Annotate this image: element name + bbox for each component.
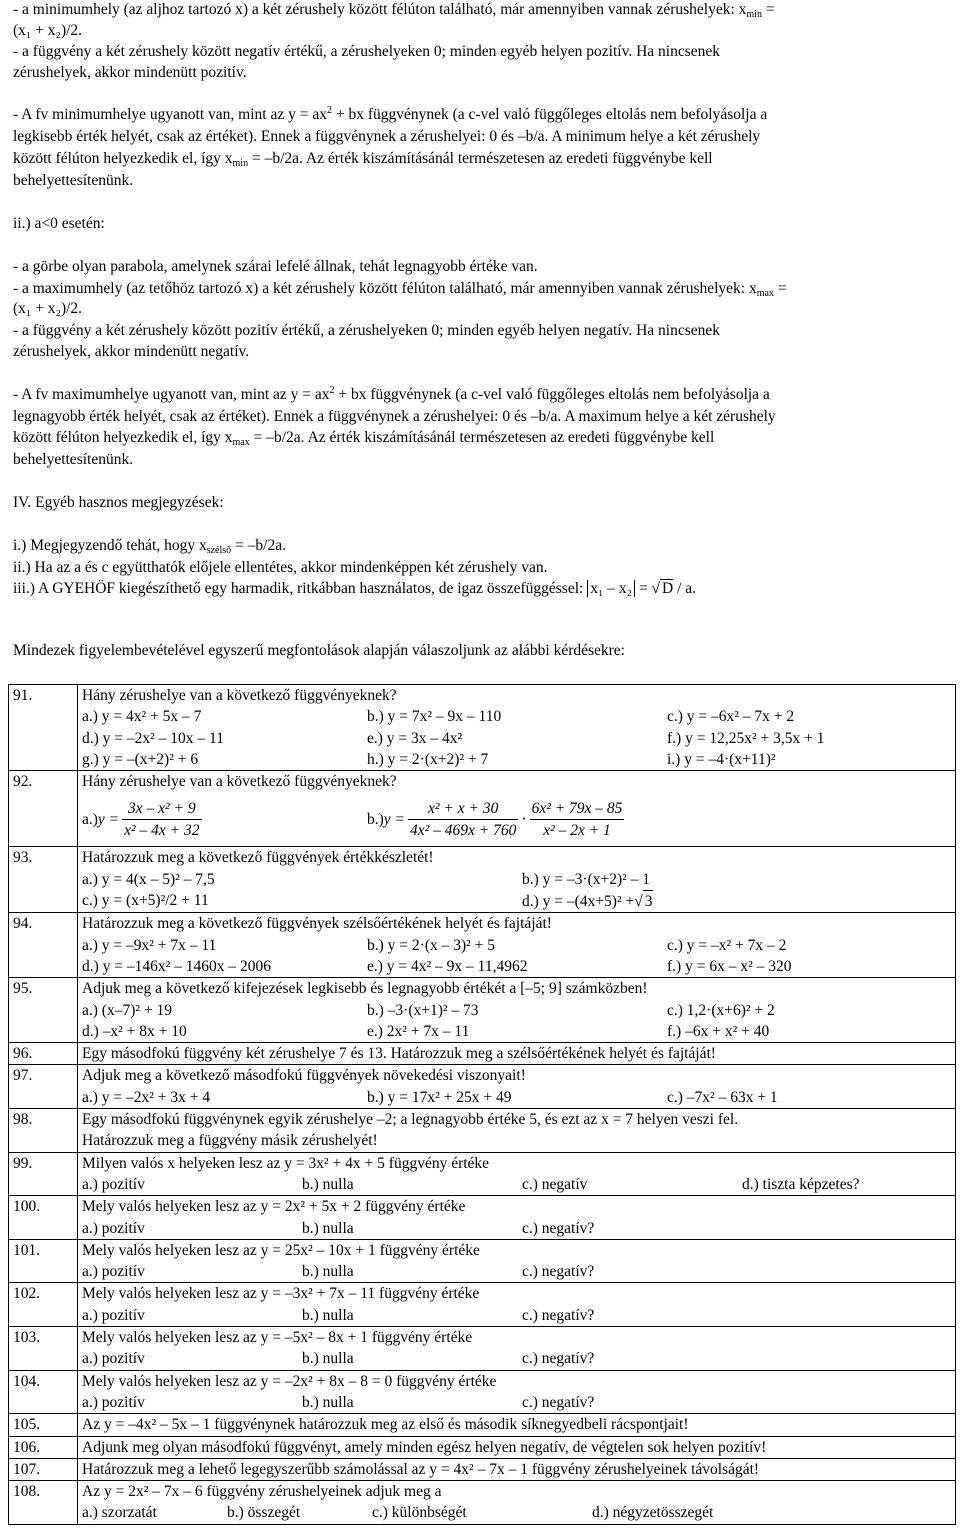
subitem: c.) –7x² – 63x + 1 <box>667 1088 778 1106</box>
intro-text: Mindezek figyelembevételével egyszerű megfontolások alapján válaszoljunk az alábbi kérdésekre: <box>13 642 625 659</box>
subitem-label: a.) <box>82 810 98 828</box>
case-heading: ii.) a<0 esetén: <box>13 215 105 232</box>
exercise-number: 98. <box>9 1109 78 1153</box>
text-line: (x₁ + x₂)/2. <box>13 22 83 39</box>
text-line: legnagyobb érték helyét, csak az értéket). Ennek a függvénynek a zérushelyei: 0 és –b/a. A maximum helye a két zérushely <box>13 408 776 425</box>
subitem: d.) y = –146x² – 1460x – 2006 <box>82 957 272 975</box>
subitem: b.) nulla <box>302 1306 354 1324</box>
exercise-text: Hány zérushelye van a következő függvényeknek? <box>82 687 397 704</box>
exercise-body <box>78 1239 956 1283</box>
exercise-text: Adjunk meg olyan másodfokú függvényt, amely minden egész helyen negatív, de végtelen sok helyen pozitív! <box>78 1436 956 1458</box>
exercise-number: 99. <box>9 1152 78 1196</box>
table-row <box>9 1239 956 1283</box>
text-line: behelyettesítenünk. <box>13 172 134 189</box>
subitem: c.) y = (x+5)²/2 + 11 <box>82 892 209 910</box>
exercise-number: 102. <box>9 1283 78 1327</box>
exercise-number: 97. <box>9 1065 78 1109</box>
exercise-text: Határozzuk meg a függvény másik zérushelyét! <box>82 1132 378 1150</box>
subitem: c.) y = –6x² – 7x + 2 <box>667 708 795 726</box>
subitem: b.) nulla <box>302 1219 354 1237</box>
subitem: a.) szorzatát <box>82 1504 157 1522</box>
subitem: a.) pozitív <box>82 1393 145 1411</box>
exercise-text: Mely valós helyeken lesz az y = –3x² + 7x – 11 függvény értéke <box>82 1285 480 1303</box>
table-row <box>9 771 956 847</box>
exercise-text: Határozzuk meg a következő függvények értékkészletét! <box>82 849 434 867</box>
exercise-body <box>78 1152 956 1196</box>
subitem: d.) tiszta képzetes? <box>742 1175 860 1193</box>
exercise-text: Egy másodfokú függvénynek egyik zérushelye –2; a legnagyobb értéke 5, és ezt az x = 7 helyen veszi fel. <box>82 1111 739 1129</box>
subitem: d.) négyzetösszegét <box>592 1504 714 1522</box>
subitem: d.) –x² + 8x + 10 <box>82 1022 187 1040</box>
exercise-text: Adjuk meg a következő kifejezések legkisebb és legnagyobb értékét a [–5; 9] számközben! <box>82 980 648 998</box>
exercise-body <box>78 1283 956 1327</box>
table-row <box>9 1065 956 1109</box>
exercise-body <box>78 1196 956 1240</box>
exercise-number: 91. <box>9 685 78 771</box>
subitem: d.) y = –2x² – 10x – 11 <box>82 729 224 747</box>
fraction: $\frac{\text{3x – x² + 9}}{\text{x² – 4x + 32}}$ <box>124 799 200 839</box>
exercise-text: Az y = –4x² – 5x – 1 függvénynek határozzuk meg az első és második síknegyedbeli rácspontjait! <box>78 1414 956 1436</box>
table-row <box>9 1283 956 1327</box>
exercise-number: 93. <box>9 847 78 913</box>
multiply-dot: · <box>521 810 527 828</box>
table-row <box>9 1481 956 1525</box>
table-row <box>9 1458 956 1480</box>
table-row <box>9 1109 956 1153</box>
table-row <box>9 1436 956 1458</box>
subitem: c.) y = –x² + 7x – 2 <box>667 936 787 954</box>
exercise-number: 105. <box>9 1414 78 1436</box>
exercise-body <box>78 1109 956 1153</box>
text-line: - a függvény a két zérushely között pozitív értékű, a zérushelyeken 0; minden egyéb helyen negatív. Ha nincsenek <box>13 322 720 339</box>
exercise-table <box>8 684 956 1525</box>
exercise-number: 92. <box>9 771 78 847</box>
formula-y: y = <box>383 810 406 828</box>
text-line: zérushelyek, akkor mindenütt negatív. <box>13 343 250 360</box>
section-heading: IV. Egyéb hasznos megjegyzések: <box>13 494 224 511</box>
text-line: - a görbe olyan parabola, amelynek szárai lefelé állnak, tehát legnagyobb értéke van. <box>13 258 538 275</box>
subitem: c.) különbségét <box>372 1504 467 1522</box>
exercise-number: 95. <box>9 978 78 1043</box>
subitem: b.) nulla <box>302 1350 354 1368</box>
fraction: $\frac{\text{6x² + 79x – 85}}{\text{x² – 2x + 1}}$ <box>531 799 623 839</box>
subitem: c.) negatív? <box>522 1306 595 1324</box>
exercise-text: Mely valós helyeken lesz az y = –2x² + 8x – 8 = 0 függvény értéke <box>82 1372 497 1390</box>
exercise-body <box>78 978 956 1043</box>
subitem: c.) negatív? <box>522 1393 595 1411</box>
text-line: behelyettesítenünk. <box>13 451 134 468</box>
exercise-number: 100. <box>9 1196 78 1240</box>
subitem: g.) y = –(x+2)² + 6 <box>82 750 199 768</box>
text-line: - a minimumhely (az aljhoz tartozó x) a két zérushely között félúton található, már amennyiben vannak zérushelyek: $x_{min}$ = <box>13 1 775 20</box>
text-line: között félúton helyezkedik el, így $x_{min} = -b/2a$. Az érték kiszámításánál természetesen az eredeti függvénybe kell <box>13 150 713 169</box>
table-row <box>9 685 956 771</box>
subitem: b.) y = 2·(x – 3)² + 5 <box>367 936 496 954</box>
subitem-label: b.) <box>367 810 384 828</box>
subitem: i.) y = –4·(x+11)² <box>667 750 776 768</box>
subitem: a.) y = 4x² + 5x – 7 <box>82 708 202 726</box>
text-line: - a függvény a két zérushely között negatív értékű, a zérushelyeken 0; minden egyéb helyen pozitív. Ha nincsenek <box>13 43 720 60</box>
fraction: $\frac{\text{x² + x + 30}}{\text{4x² – 469x + 760}}$ <box>410 799 517 839</box>
subitem: a.) pozitív <box>82 1263 145 1281</box>
exercise-body <box>78 847 956 913</box>
subitem: c.) 1,2·(x+6)² + 2 <box>667 1001 775 1019</box>
subitem: b.) összegét <box>227 1504 301 1522</box>
table-row <box>9 978 956 1043</box>
subitem: c.) negatív? <box>522 1263 595 1281</box>
subitem: c.) negatív? <box>522 1219 595 1237</box>
exercise-body <box>78 1481 956 1525</box>
subitem: e.) y = 4x² – 9x – 11,4962 <box>367 957 528 975</box>
table-row <box>9 1414 956 1436</box>
text-line: - A fv minimumhelye ugyanott van, mint az $y = ax^2$ + bx függvénynek (a c-vel való függőleges eltolás nem befolyásolja a <box>13 105 768 123</box>
exercise-body <box>78 1327 956 1371</box>
exercise-text: Milyen valós x helyeken lesz az y = 3x² + 4x + 5 függvény értéke <box>82 1154 490 1172</box>
exercise-text: Határozzuk meg a lehető legegyszerűbb számolással az y = 4x² – 7x – 1 függvény zérushelyeinek távolságát! <box>78 1458 956 1480</box>
subitem: f.) –6x + x² + 40 <box>667 1022 770 1040</box>
subitem: b.) nulla <box>302 1263 354 1281</box>
subitem: a.) y = 4(x – 5)² – 7,5 <box>82 870 215 888</box>
table-row <box>9 1196 956 1240</box>
exercise-number: 104. <box>9 1370 78 1414</box>
subitem: a.) pozitív <box>82 1350 145 1368</box>
exercise-text: Mely valós helyeken lesz az y = 25x² – 10x + 1 függvény értéke <box>82 1241 480 1259</box>
subitem: c.) negatív <box>522 1175 588 1193</box>
table-row <box>9 1327 956 1371</box>
exercise-text: Határozzuk meg a következő függvények szélsőértékének helyét és fajtáját! <box>82 915 552 933</box>
subitem: a.) pozitív <box>82 1306 145 1324</box>
subitem: d.) y = –(4x+5)² +√ 3 <box>522 890 653 912</box>
note-item: iii.) A GYEHÖF kiegészíthető egy harmadik, ritkábban használatos, de igaz összefüggéssel: x₁ – x₂ = √ D / a. <box>13 580 697 597</box>
exercise-number: 101. <box>9 1239 78 1283</box>
subitem: c.) negatív? <box>522 1350 595 1368</box>
exercise-body <box>78 1065 956 1109</box>
subitem: b.) –3·(x+1)² – 73 <box>367 1001 479 1019</box>
table-row <box>9 1043 956 1065</box>
text-line: között félúton helyezkedik el, így $x_{max} = -b/2a$. Az érték kiszámításánál természetesen az eredeti függvénybe kell <box>13 429 715 448</box>
subitem: e.) 2x² + 7x – 11 <box>367 1022 470 1040</box>
subitem: a.) pozitív <box>82 1175 145 1193</box>
exercise-body <box>78 913 956 978</box>
exercise-text: Adjuk meg a következő másodfokú függvények növekedési viszonyait! <box>82 1067 526 1085</box>
text-line: - a maximumhely (az tetőhöz tartozó x) a két zérushely között félúton található, már amennyiben vannak zérushelyek: $x_{max}$ = <box>13 280 787 299</box>
table-row <box>9 847 956 913</box>
exercise-number: 107. <box>9 1458 78 1480</box>
subitem: b.) y = 7x² – 9x – 110 <box>367 708 502 726</box>
note-item: ii.) Ha az a és c együtthatók előjele ellentétes, akkor mindenképpen két zérushely van. <box>13 559 548 576</box>
subitem: h.) y = 2·(x+2)² + 7 <box>367 750 489 768</box>
subitem: f.) y = 6x – x² – 320 <box>667 957 792 975</box>
subitem: b.) y = 17x² + 25x + 49 <box>367 1088 512 1106</box>
subitem: e.) y = 3x – 4x² <box>367 729 463 747</box>
exercise-number: 96. <box>9 1043 78 1065</box>
exercise-number: 94. <box>9 913 78 978</box>
subitem: b.) nulla <box>302 1393 354 1411</box>
subitem: b.) y = –3·(x+2)² – 1 <box>522 870 651 888</box>
subitem: a.) pozitív <box>82 1219 145 1237</box>
subitem: a.) y = –9x² + 7x – 11 <box>82 936 217 954</box>
text-line: legkisebb érték helyét, csak az értéket). Ennek a függvénynek a zérushelyei: 0 és –b/a. A minimum helye a két zérushely <box>13 128 761 145</box>
text-line: (x₁ + x₂)/2. <box>13 300 83 317</box>
exercise-number: 106. <box>9 1436 78 1458</box>
subitem: f.) y = 12,25x² + 3,5x + 1 <box>667 729 825 747</box>
text-line: zérushelyek, akkor mindenütt pozitív. <box>13 64 247 81</box>
exercise-text: Mely valós helyeken lesz az y = –5x² – 8x + 1 függvény értéke <box>82 1329 473 1347</box>
exercise-text: Egy másodfokú függvény két zérushelye 7 és 13. Határozzuk meg a szélsőértékének helyét és fajtáját! <box>78 1043 956 1065</box>
table-row <box>9 1370 956 1414</box>
exercise-body <box>78 1370 956 1414</box>
table-row <box>9 913 956 978</box>
subitem: a.) (x–7)² + 19 <box>82 1001 173 1019</box>
table-row <box>9 1152 956 1196</box>
text-line: - A fv maximumhelye ugyanott van, mint az $y = ax^2$ + bx függvénynek (a c-vel való függőleges eltolás nem befolyásolja a <box>13 385 770 403</box>
exercise-text: Mely valós helyeken lesz az y = 2x² + 5x + 2 függvény értéke <box>82 1198 466 1216</box>
exercise-text: Hány zérushelye van a következő függvényeknek? <box>82 773 397 791</box>
exercise-body <box>78 685 956 771</box>
subitem: b.) nulla <box>302 1175 354 1193</box>
subitem: a.) y = –2x² + 3x + 4 <box>82 1088 211 1106</box>
exercise-text: Az y = 2x² – 7x – 6 függvény zérushelyeinek adjuk meg a <box>82 1483 442 1501</box>
exercise-body <box>78 771 956 847</box>
exercise-number: 108. <box>9 1481 78 1525</box>
exercise-number: 103. <box>9 1327 78 1371</box>
formula-y: y = <box>97 810 120 828</box>
note-item: i.) Megjegyzendő tehát, hogy $x_{szélső} = -b/2a$. <box>13 537 286 556</box>
